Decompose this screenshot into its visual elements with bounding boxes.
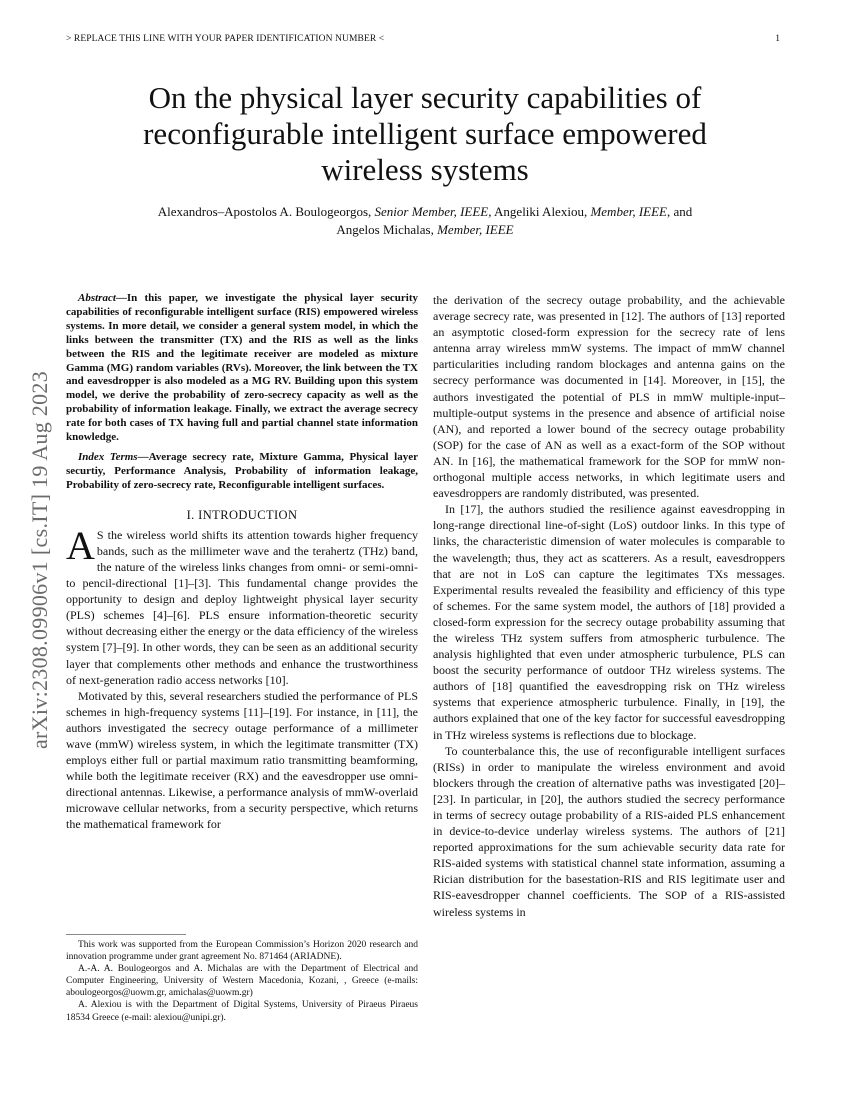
paper-title <box>66 80 784 188</box>
left-column <box>66 292 418 833</box>
right-column <box>433 292 785 920</box>
index-terms-label: Index Terms <box>78 450 138 463</box>
title-line: On the physical layer security capabilities of <box>148 80 702 115</box>
footnotes <box>66 939 418 1024</box>
title-line: wireless systems <box>321 152 529 187</box>
footnote-divider <box>66 934 186 935</box>
running-head: > REPLACE THIS LINE WITH YOUR PAPER IDENTIFICATION NUMBER < <box>66 34 385 44</box>
abstract-text: —In this paper, we investigate the physical layer security capabilities of reconfigurable intelligent surface (RIS) empowered wireless systems. In more detail, we consider a general system model, in which the links between the transmitter (TX) and the RIS as well as the links between the RIS and the legitimate receiver are modeled as mixture Gamma (MG) random variables (RVs). Moreover, the link between the TX and eavesdropper is also modeled as a MG RV. Building upon this system model, we derive the probability of zero-secrecy capacity as well as the probability of information leakage. Finally, we extract the average secrecy rate for both cases of TX having full and partial channel state information knowledge. <box>66 292 418 444</box>
arxiv-identifier-stamp: arXiv:2308.09906v1 [cs.IT] 19 Aug 2023 <box>27 370 52 750</box>
page-number: 1 <box>775 34 780 44</box>
abstract <box>66 292 418 445</box>
intro-paragraph-2: Motivated by this, several researchers studied the performance of PLS schemes in high-frequency systems [11]–[19]. For instance, in [11], the authors investigated the secrecy outage performance of a millimeter wave (mmW) wireless system, in which the legitimate transmitter (TX) employs either full or partial maximum ratio transmitting beamforming, while both the legitimate receiver (RX) and the eavesdropper use omni-directional antennas. Likewise, a performance analysis of mmW-overlaid microwave cellular networks, from a security perspective, which returns the mathematical framework for <box>66 688 418 832</box>
author-line-2 <box>66 221 784 239</box>
affiliation-footnote: A.-A. A. Boulogeorgos and A. Michalas are with the Department of Electrical and Computer Engineering, University of Western Macedonia, Kozani, , Greece (e-mails: aboulogeorgos@uowm.gr, amichalas@uowm.gr) <box>66 964 418 999</box>
dropcap-letter: A <box>66 522 95 568</box>
abstract-label: Abstract <box>78 292 116 304</box>
affiliation-footnote: A. Alexiou is with the Department of Digital Systems, University of Piraeus Piraeus 18534 Greece (e-mail: alexiou@unipi.gr). <box>66 1000 418 1023</box>
funding-footnote: This work was supported from the European Commission’s Horizon 2020 research and innovation programme under grant agreement No. 871464 (ARIADNE). <box>66 940 418 963</box>
author-name: Alexandros–Apostolos A. Boulogeorgos, <box>157 204 375 219</box>
intro-paragraph-continued: the derivation of the secrecy outage probability, and the achievable average secrecy rate, was presented in [12]. The authors of [13] reported an asymptotic closed-form expression for the secrecy rate of lens antenna array wireless mmW systems. The impact of mmW channel particularities including random blockages and antenna gains on the secrecy performance was documented in [14]. Moreover, in [15], the authors investigated the potential of PLS in mmW multiple-input–multiple-output systems in the presence and absence of artificial noise (AN), and reported a lower bound of the secrecy outage probability (SOP) for the case of AN as well as a exact-form of the SOP without AN. In [16], the mathematical framework for the SOP for mmW non-orthogonal multiple access networks, in which legitimate users and eavesdroppers are randomly distributed, was presented. <box>433 293 785 501</box>
intro-paragraph-4: To counterbalance this, the use of reconfigurable intelligent surfaces (RISs) in order to manipulate the wireless environment and avoid blockers through the creation of alternative paths was investigated [20]–[23]. In particular, in [20], the authors studied the secrecy performance in terms of secrecy outage probability of a RIS-aided PLS enhancement in device-to-device underlay wireless systems. The authors of [21] reported approximations for the sum achievable security data rate for RIS-aided systems with statistical channel state information, assuming a Rician distribution for the basestation-RIS and RIS legitimate user and RIS-eavesdropper channel coefficients. The SOP of a RIS-assisted wireless systems in <box>433 743 785 919</box>
author-list <box>66 203 784 239</box>
section-heading-introduction: I. INTRODUCTION <box>186 507 298 522</box>
author-name: , Angeliki Alexiou, <box>488 204 591 219</box>
author-line-1 <box>66 203 784 221</box>
intro-paragraph-1-text: S the wireless world shifts its attention towards higher frequency bands, such as the millimeter wave and the terahertz (THz) band, the nature of the wireless links changes from omni- or semi-omni- to pencil-directional [1]–[3]. This fundamental change provides the opportunity to design and deploy lightweight physical layer security (PLS) schemes [4]–[6]. PLS ensure information-theoretic security without decreasing either the energy or the data efficiency of the wireless system [7]–[9]. In other words, they can be seen as an additional security layer that complements other methods and enhance the trustworthiness of next-generation radio access networks [10]. <box>66 527 418 687</box>
intro-paragraph-1 <box>66 522 418 688</box>
author-membership: Member, IEEE <box>437 222 514 237</box>
index-terms-text: —Average secrecy rate, Mixture Gamma, Physical layer securtiy, Performance Analysis, Probability of information leakage, Probability of zero-secrecy rate, Reconfigurable intelligent surfaces. <box>66 450 418 491</box>
author-membership: Member, IEEE <box>590 204 667 219</box>
author-name: Angelos Michalas, <box>336 222 438 237</box>
index-terms <box>66 451 418 493</box>
title-line: reconfigurable intelligent surface empowered <box>143 116 707 151</box>
author-membership: Senior Member, IEEE <box>374 204 489 219</box>
intro-paragraph-3: In [17], the authors studied the resilience against eavesdropping in long-range directional line-of-sight (LoS) outdoor links. In this type of links, the characteristic dimension of water molecules is comparable to the wavelength; thus, they act as scatterers. As a result, eavesdroppers that are not in LoS can capture the legitimates TXs messages. Experimental results revealed the feasibility and efficiency of this type of schemes. For the same system model, the authors of [18] provided a closed-form expression for the secrecy outage probability assuming that the wireless THz system suffers from atmospheric turbulence. The analysis highlighted that even under atmospheric turbulence, PLS can boost the security performance of outdoor THz wireless systems. The authors of [18] quantified the eavesdropping risk on THz wireless systems that experience atmospheric turbulence. Finally, in [19], the authors explained that one of the key factor for successful eavesdropping in THz wireless systems is reflections due to blockage. <box>433 502 785 742</box>
author-separator: , and <box>666 204 693 219</box>
